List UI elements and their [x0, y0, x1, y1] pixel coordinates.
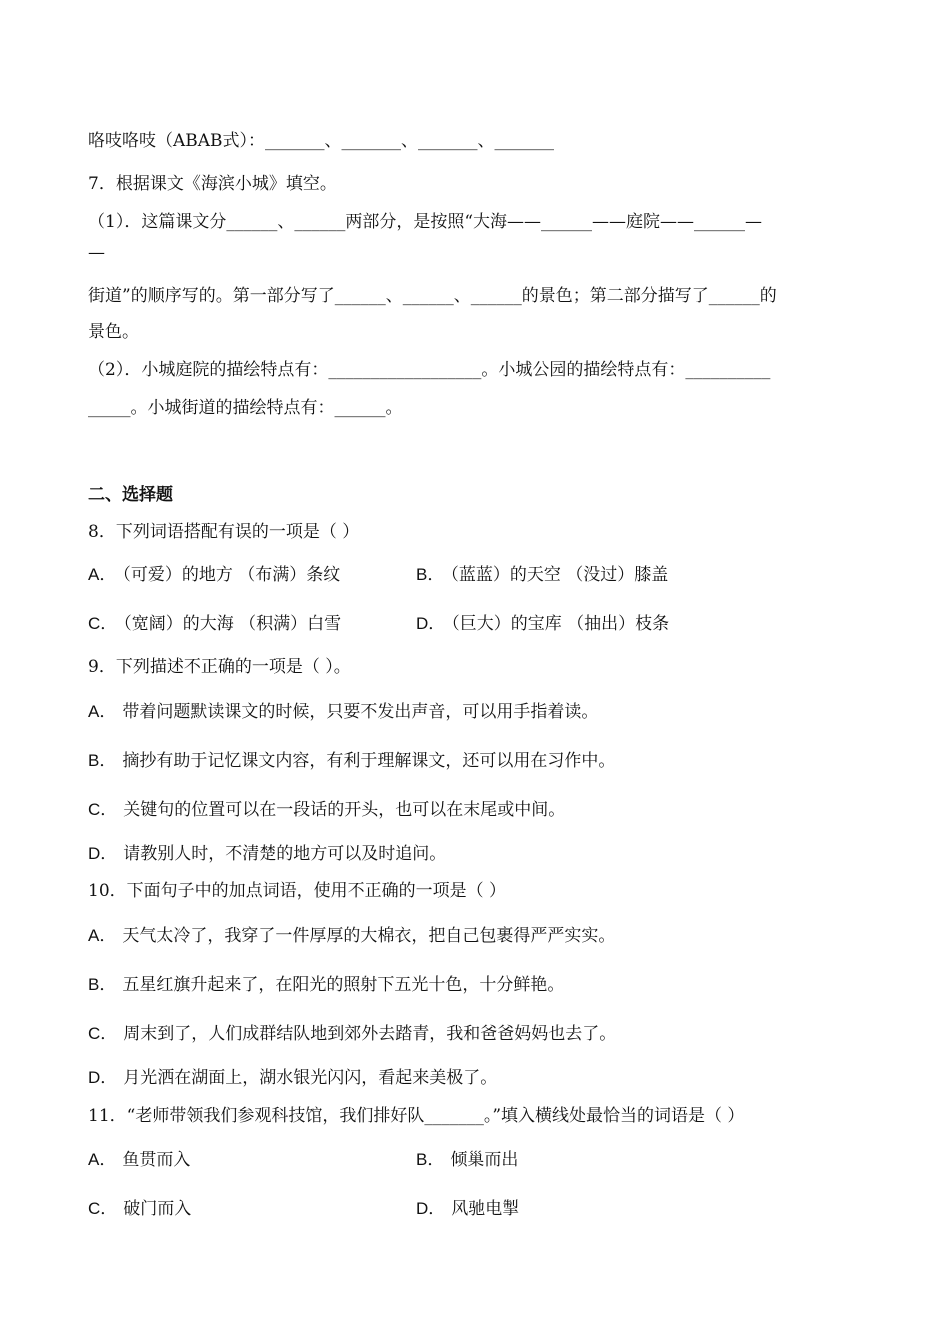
- option-text: 天气太冷了，我穿了一件厚厚的大棉衣，把自己包裹得严严实实。: [122, 926, 616, 946]
- q9-option-c: [88, 798, 565, 822]
- q8-option-a: [88, 563, 340, 587]
- option-text: （可爱）的地方 （布满）条纹: [122, 565, 341, 585]
- q11-option-d: [416, 1197, 519, 1221]
- option-text: 周末到了，人们成群结队地到郊外去踏青，我和爸爸妈妈也去了。: [123, 1024, 617, 1044]
- option-text: 月光洒在湖面上，湖水银光闪闪，看起来美极了。: [123, 1068, 498, 1088]
- q8-option-d: [416, 612, 669, 636]
- section-heading: 二、选择题: [88, 485, 173, 505]
- option-letter: C．: [88, 800, 118, 819]
- option-text: （蓝蓝）的天空 （没过）膝盖: [450, 565, 669, 585]
- option-letter: C．: [88, 1024, 118, 1043]
- option-letter: B．: [88, 751, 117, 770]
- q7-part2-line2: _____。小城街道的描绘特点有：______。: [88, 398, 403, 418]
- q8-option-b: [416, 563, 668, 587]
- option-letter: C．: [88, 614, 118, 633]
- q10-option-b: [88, 973, 564, 997]
- q11-option-a: [88, 1148, 190, 1172]
- q7-part1-line2: —: [88, 243, 105, 263]
- option-letter: B．: [416, 565, 445, 584]
- option-text: 摘抄有助于记忆课文内容，有利于理解课文，还可以用在习作中。: [122, 751, 616, 771]
- option-letter: B．: [88, 975, 117, 994]
- option-letter: D．: [416, 614, 446, 633]
- q11-option-b: [416, 1148, 518, 1172]
- option-text: 倾巢而出: [450, 1150, 519, 1170]
- q10-stem: 10．下面句子中的加点词语，使用不正确的一项是（ ）: [88, 881, 507, 901]
- option-letter: B．: [416, 1150, 445, 1169]
- q9-option-d: [88, 842, 446, 866]
- q9-option-b: [88, 749, 615, 773]
- option-letter: A．: [88, 565, 117, 584]
- q10-option-c: [88, 1022, 616, 1046]
- q7-part1-line4: 景色。: [88, 322, 139, 342]
- q10-option-a: [88, 924, 615, 948]
- option-text: 请教别人时，不清楚的地方可以及时追问。: [123, 844, 447, 864]
- option-letter: C．: [88, 1199, 118, 1218]
- option-letter: D．: [416, 1199, 446, 1218]
- q11-stem: 11．“老师带领我们参观科技馆，我们排好队_______。”填入横线处最恰当的词语是（ ）: [88, 1106, 745, 1126]
- q8-option-c: [88, 612, 341, 636]
- q7-part2-line1: （2）．小城庭院的描绘特点有：__________________。小城公园的描绘特点有：__________: [88, 360, 771, 380]
- option-letter: A．: [88, 1150, 117, 1169]
- q7-title: 7．根据课文《海滨小城》填空。: [88, 174, 337, 194]
- q7-part1-line1: （1）．这篇课文分______、______两部分，是按照“大海——______——庭院——______—: [88, 212, 763, 232]
- option-text: 鱼贯而入: [122, 1150, 191, 1170]
- q11-option-c: [88, 1197, 191, 1221]
- option-letter: A．: [88, 702, 117, 721]
- q7-part1-line3: 街道”的顺序写的。第一部分写了______、______、______的景色；第二部分描写了______的: [88, 286, 777, 306]
- option-letter: D．: [88, 1068, 118, 1087]
- option-text: （宽阔）的大海 （积满）白雪: [123, 614, 342, 634]
- option-text: 五星红旗升起来了，在阳光的照射下五光十色，十分鲜艳。: [122, 975, 565, 995]
- option-letter: D．: [88, 844, 118, 863]
- option-text: 风驰电掣: [451, 1199, 520, 1219]
- onomatopoeia-blanks: 咯吱咯吱（ABAB式）：_______、_______、_______、_______: [88, 131, 555, 151]
- option-text: 破门而入: [123, 1199, 192, 1219]
- q9-stem: 9．下列描述不正确的一项是（ ）。: [88, 657, 351, 677]
- q9-option-a: [88, 700, 598, 724]
- option-text: 带着问题默读课文的时候，只要不发出声音，可以用手指着读。: [122, 702, 599, 722]
- option-text: 关键句的位置可以在一段话的开头，也可以在末尾或中间。: [123, 800, 566, 820]
- q10-option-d: [88, 1066, 497, 1090]
- q8-stem: 8．下列词语搭配有误的一项是（ ）: [88, 522, 360, 542]
- option-letter: A．: [88, 926, 117, 945]
- option-text: （巨大）的宝库 （抽出）枝条: [451, 614, 670, 634]
